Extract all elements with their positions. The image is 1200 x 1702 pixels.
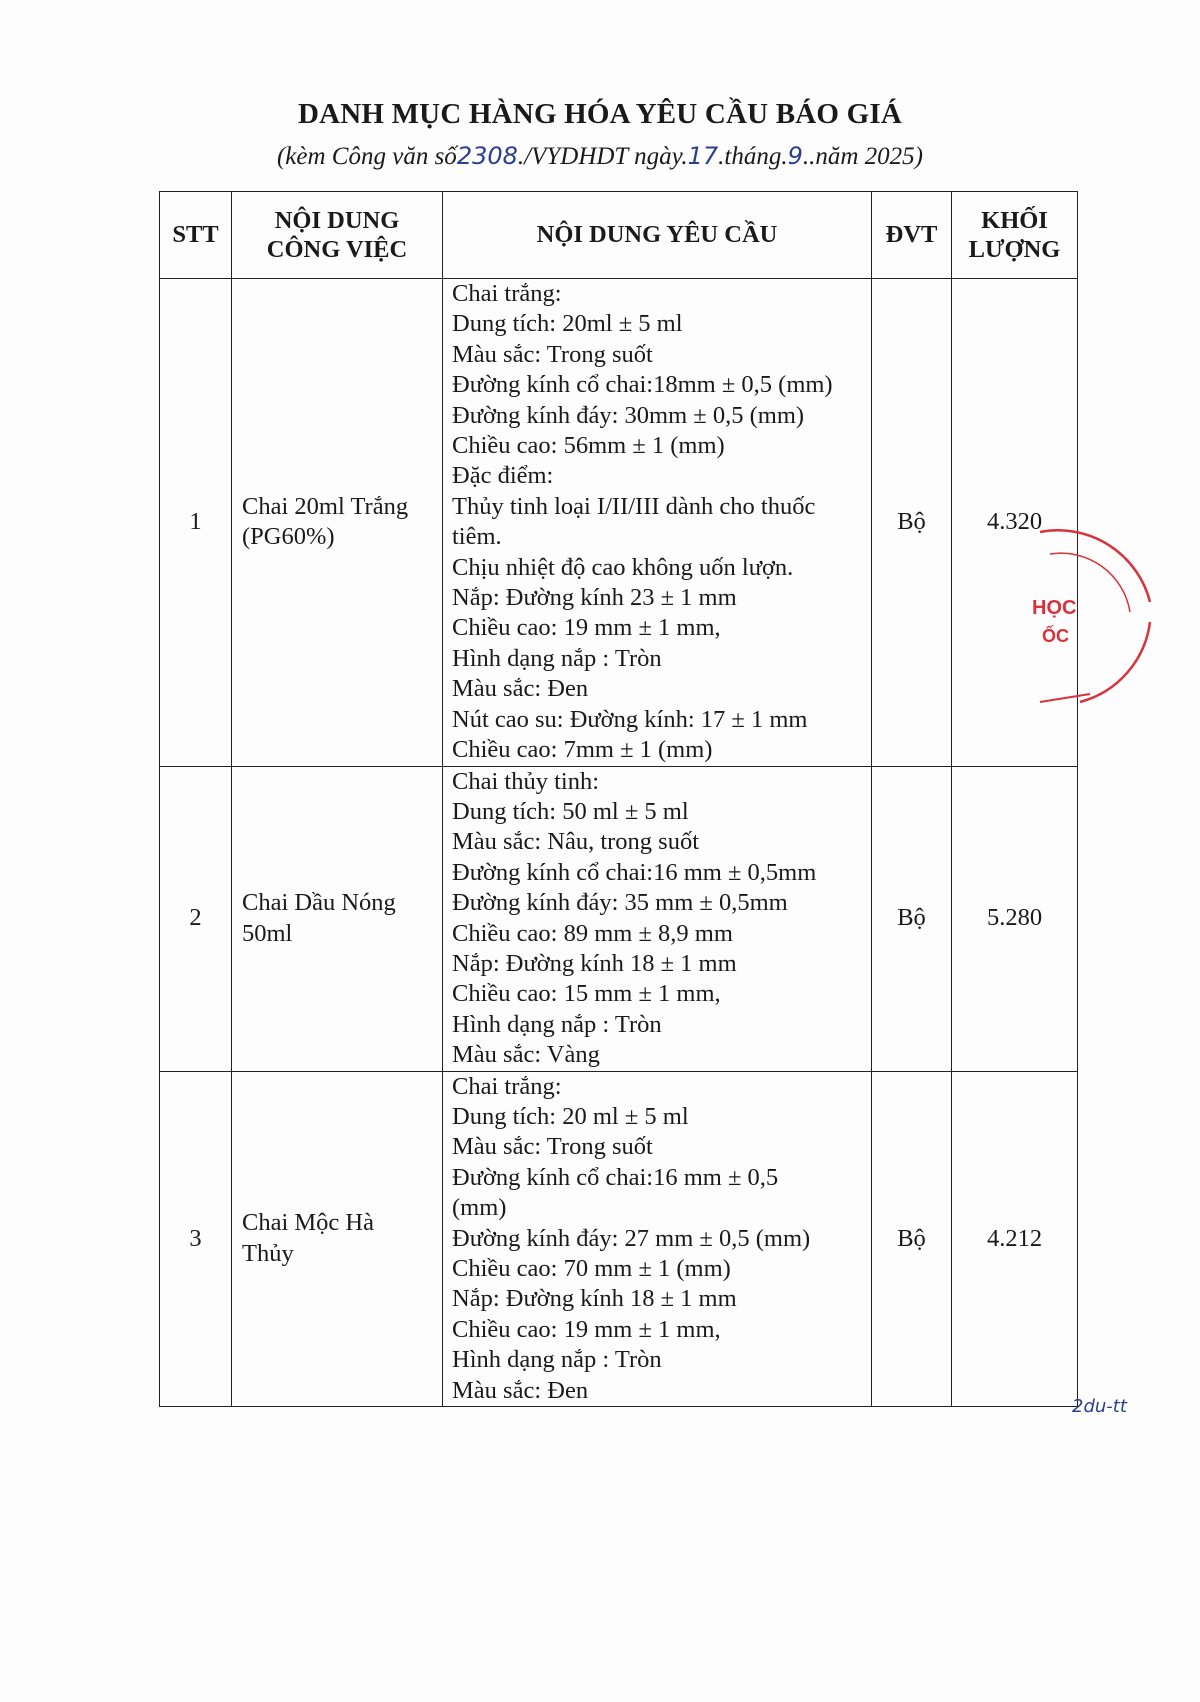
row-stt: 1 [160, 279, 232, 767]
requirement-line: Dung tích: 20ml ± 5 ml [452, 310, 683, 338]
requirement-line: Dung tích: 20 ml ± 5 ml [452, 1102, 689, 1130]
requirement-line: Màu sắc: Nâu, trong suốt [452, 828, 699, 856]
requirement-line: Chai thủy tinh: [452, 767, 599, 795]
handwritten-month: 9 [787, 142, 803, 170]
row-task [232, 279, 443, 767]
requirement-line: Đường kính đáy: 27 mm ± 0,5 (mm) [452, 1224, 811, 1252]
requirement-line: Dung tích: 50 ml ± 5 ml [452, 797, 689, 825]
header-task [232, 192, 443, 279]
header-requirement: NỘI DUNG YÊU CẦU [443, 192, 872, 279]
row-requirements [443, 1071, 872, 1406]
row-task [232, 1071, 443, 1406]
header-task-line-2: CÔNG VIỆC [266, 236, 408, 263]
requirement-line: Đường kính cổ chai:18mm ± 0,5 (mm) [452, 371, 833, 399]
requirement-line: Thủy tinh loại I/II/III dành cho thuốc [452, 492, 816, 520]
requirement-line: Đường kính đáy: 30mm ± 0,5 (mm) [452, 401, 805, 429]
requirement-line: Chiều cao: 70 mm ± 1 (mm) [452, 1255, 731, 1282]
header-quantity-line-2: LƯỢNG [968, 236, 1061, 263]
row-task-line: Thủy [242, 1239, 294, 1267]
row-task-line: Chai Mộc Hà [242, 1209, 374, 1237]
requirement-line: Chịu nhiệt độ cao không uốn lượn. [452, 553, 794, 581]
table-row [160, 766, 1078, 1071]
requirement-line: Chiều cao: 19 mm ± 1 mm, [452, 614, 721, 642]
requirement-line: Chiều cao: 19 mm ± 1 mm, [452, 1315, 721, 1343]
table-row [160, 1071, 1078, 1406]
requirement-line: Màu sắc: Trong suốt [452, 1133, 653, 1161]
row-stt: 2 [160, 766, 232, 1071]
row-task-line: (PG60%) [242, 523, 335, 551]
table-row [160, 279, 1078, 767]
row-task [232, 766, 443, 1071]
row-quantity: 4.320 [952, 279, 1078, 767]
handwritten-doc-number: 2308 [456, 142, 518, 170]
requirement-line: Hình dạng nắp : Tròn [452, 644, 662, 672]
subtitle-year-label: ..năm 2025) [802, 143, 924, 170]
requirement-line: Hình dạng nắp : Tròn [452, 1010, 662, 1038]
seal-lower-arc [1080, 622, 1150, 702]
requirement-line: tiêm. [452, 523, 502, 551]
header-stt: STT [160, 192, 232, 279]
subtitle-doc-code: ./VYDHDT ngày. [517, 143, 688, 170]
seal-text-1: HỌC [1032, 597, 1077, 619]
requirement-line: Màu sắc: Đen [452, 675, 589, 703]
row-task-line: Chai 20ml Trắng [242, 492, 409, 520]
requirement-line: Đường kính cổ chai:16 mm ± 0,5mm [452, 858, 817, 886]
requirement-line: Màu sắc: Đen [452, 1376, 589, 1404]
requirement-line: Nắp: Đường kính 18 ± 1 mm [452, 1285, 737, 1313]
requirement-line: Nút cao su: Đường kính: 17 ± 1 mm [452, 705, 808, 733]
requirement-line: Đường kính cổ chai:16 mm ± 0,5 [452, 1163, 779, 1191]
handwritten-day: 17 [687, 142, 719, 170]
requirement-line: Màu sắc: Vàng [452, 1041, 600, 1069]
requirement-line: Chai trắng: [452, 280, 562, 307]
requirement-line: Màu sắc: Trong suốt [452, 340, 653, 368]
requirement-line: (mm) [452, 1194, 507, 1222]
requirement-line: Chiều cao: 15 mm ± 1 mm, [452, 980, 721, 1008]
seal-stamp [1020, 512, 1160, 712]
requirement-line: Nắp: Đường kính 18 ± 1 mm [452, 949, 737, 977]
row-unit: Bộ [872, 766, 952, 1071]
requirement-line: Đường kính đáy: 35 mm ± 0,5mm [452, 889, 788, 917]
requirement-line: Chiều cao: 89 mm ± 8,9 mm [452, 919, 733, 947]
row-quantity: 5.280 [952, 766, 1078, 1071]
row-unit: Bộ [872, 1071, 952, 1406]
handwritten-initials: 2du-tt [1072, 1396, 1127, 1417]
row-requirements [443, 279, 872, 767]
row-task-line: 50ml [242, 919, 293, 947]
header-unit: ĐVT [872, 192, 952, 279]
document-subtitle [0, 142, 1200, 171]
requirement-line: Chiều cao: 56mm ± 1 (mm) [452, 432, 725, 460]
header-quantity [952, 192, 1078, 279]
row-unit: Bộ [872, 279, 952, 767]
table-header-row [160, 192, 1078, 279]
row-requirements [443, 766, 872, 1071]
row-task-line: Chai Dầu Nóng [242, 889, 396, 917]
header-quantity-line-1: KHỐI [981, 207, 1048, 234]
seal-outer-arc [1040, 530, 1150, 602]
goods-table [159, 191, 1078, 1407]
requirement-line: Nắp: Đường kính 23 ± 1 mm [452, 584, 737, 612]
subtitle-month-label: .tháng. [718, 143, 788, 170]
document-title: DANH MỤC HÀNG HÓA YÊU CẦU BÁO GIÁ [297, 98, 903, 130]
requirement-line: Chiều cao: 7mm ± 1 (mm) [452, 736, 713, 764]
header-task-line-1: NỘI DUNG [274, 207, 400, 234]
row-quantity: 4.212 [952, 1071, 1078, 1406]
requirement-line: Chai trắng: [452, 1072, 562, 1100]
requirement-line: Hình dạng nắp : Tròn [452, 1346, 662, 1374]
subtitle-prefix: (kèm Công văn số [276, 143, 457, 170]
row-stt: 3 [160, 1071, 232, 1406]
seal-text-2: ỐC [1042, 626, 1069, 646]
requirement-line: Đặc điểm: [452, 462, 554, 490]
